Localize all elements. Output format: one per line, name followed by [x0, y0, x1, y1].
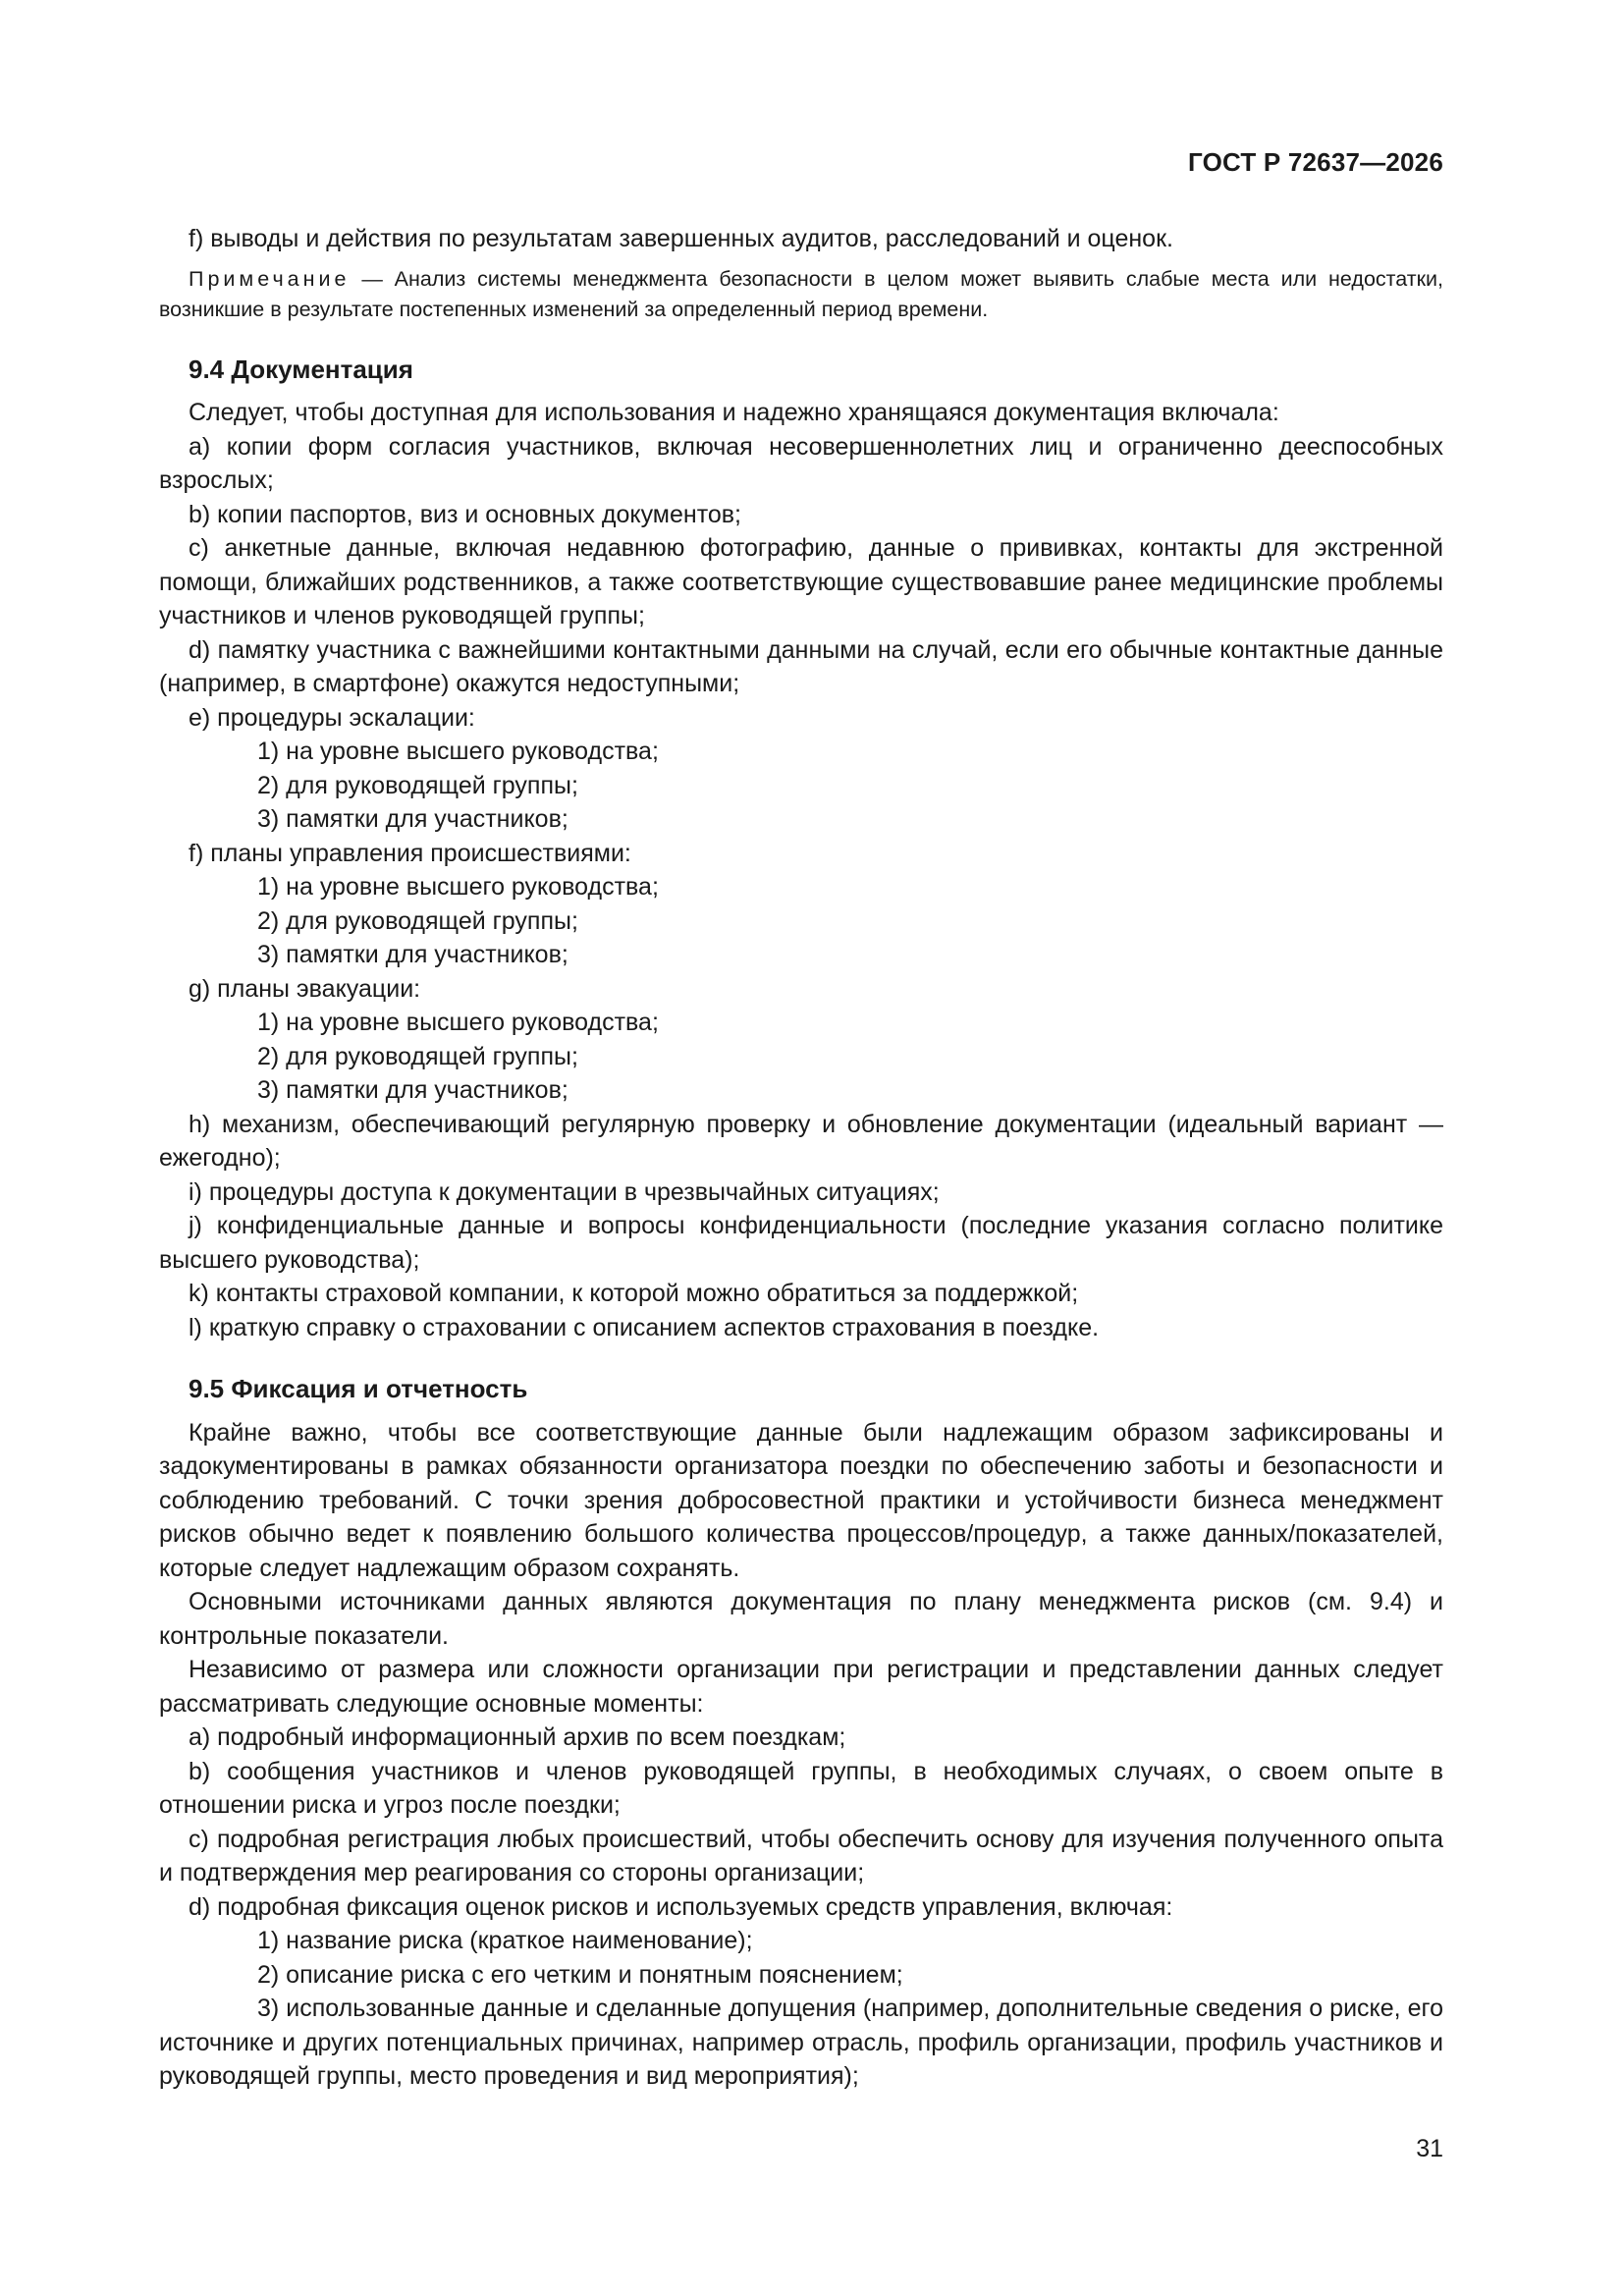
list-item: e) процедуры эскалации: [189, 703, 475, 732]
sub-list-item: 2) для руководящей группы; [257, 1042, 578, 1070]
section-title-9-4: 9.4 Документация [189, 354, 413, 384]
list-item: f) планы управления происшествиями: [189, 839, 631, 867]
list-item: b) сообщения участников и членов руководящей группы, в необходимых случаях, о своем опыте в отношении риска и угроз после поездки; [159, 1757, 1443, 1819]
item-f-top: f) выводы и действия по результатам завершенных аудитов, расследований и оценок. [189, 225, 1173, 252]
sub-list-item: 3) памятки для участников; [257, 941, 568, 968]
list-item: a) подробный информационный архив по всем поездкам; [189, 1723, 846, 1751]
list-item: d) подробная фиксация оценок рисков и используемых средств управления, включая: [189, 1892, 1173, 1921]
sub-list-item: 1) название риска (краткое наименование); [257, 1927, 753, 1954]
page-content [159, 222, 1443, 2094]
list-item: i) процедуры доступа к документации в чрезвычайных ситуациях; [189, 1177, 940, 1206]
list-item: h) механизм, обеспечивающий регулярную проверку и обновление документации (идеальный вариант — ежегодно); [159, 1110, 1443, 1172]
section-9-5-para-2: Основными источниками данных являются документация по плану менеджмента рисков (см. 9.4) и контрольные показатели. [159, 1588, 1443, 1650]
page-number: 31 [1416, 2135, 1443, 2162]
list-item: k) контакты страховой компании, к которой можно обратиться за поддержкой; [189, 1280, 1079, 1307]
section-9-5-para-3: Независимо от размера или сложности организации при регистрации и представлении данных следует рассматривать следующие основные моменты: [159, 1656, 1443, 1718]
list-item: j) конфиденциальные данные и вопросы конфиденциальности (последние указания согласно политике высшего руководства); [159, 1212, 1443, 1274]
note-text: — Анализ системы менеджмента безопасности в целом может выявить слабые места или недостатки, возникшие в результате постепенных изменений за определенный период времени. [159, 266, 1443, 321]
list-item: c) подробная регистрация любых происшествий, чтобы обеспечить основу для изучения полученного опыта и подтверждения мер реагирования со стороны организации; [159, 1825, 1443, 1886]
list-item: g) планы эвакуации: [189, 974, 421, 1003]
list-item: b) копии паспортов, виз и основных документов; [189, 500, 742, 528]
list-item: c) анкетные данные, включая недавнюю фотографию, данные о прививках, контакты для экстренной помощи, ближайших родственников, а также соответствующие существовавшие ранее медицинские проблемы участников и членов руководящей группы; [159, 534, 1443, 629]
section-9-5-para-1: Крайне важно, чтобы все соответствующие данные были надлежащим образом зафиксированы и задокументированы в рамках обязанности организатора поездки по обеспечению заботы и безопасности и соблюдению требований. С точки зрения добросовестной практики и устойчивости бизнеса менеджмент рисков обычно ведет к появлению большого количества процессов/процедур, а также данных/показателей, которые следует надлежащим образом сохранять. [159, 1418, 1443, 1582]
section-title-9-5: 9.5 Фиксация и отчетность [189, 1374, 528, 1403]
section-9-4-intro: Следует, чтобы доступная для использования и надежно хранящаяся документация включала: [189, 399, 1279, 426]
list-item: l) краткую справку о страховании с описанием аспектов страхования в поездке. [189, 1313, 1100, 1341]
sub-list-item: 1) на уровне высшего руководства; [257, 873, 659, 901]
sub-list-item: 3) памятки для участников; [257, 1076, 568, 1104]
list-item: d) памятку участника с важнейшими контактными данными на случай, если его обычные контактные данные (например, в смартфоне) окажутся недоступными; [159, 635, 1443, 697]
sub-list-item: 3) памятки для участников; [257, 805, 568, 833]
sub-list-item: 2) для руководящей группы; [257, 906, 578, 935]
sub-list-item: 2) для руководящей группы; [257, 771, 578, 799]
document-id: ГОСТ Р 72637—2026 [1188, 147, 1443, 177]
sub-list-item: 3) использованные данные и сделанные допущения (например, дополнительные сведения о риске, его источнике и других потенциальных причинах, например отрасль, профиль организации, профиль участников и руководящей группы, место проведения и вид мероприятия); [159, 1995, 1443, 2090]
sub-list-item: 2) описание риска с его четким и понятным пояснением; [257, 1960, 903, 1989]
note-label: Примечание [189, 266, 351, 291]
sub-list-item: 1) на уровне высшего руководства; [257, 738, 659, 765]
note [159, 264, 1443, 325]
sub-list-item: 1) на уровне высшего руководства; [257, 1009, 659, 1036]
list-item: a) копии форм согласия участников, включая несовершеннолетних лиц и ограниченно дееспособных взрослых; [159, 432, 1443, 494]
